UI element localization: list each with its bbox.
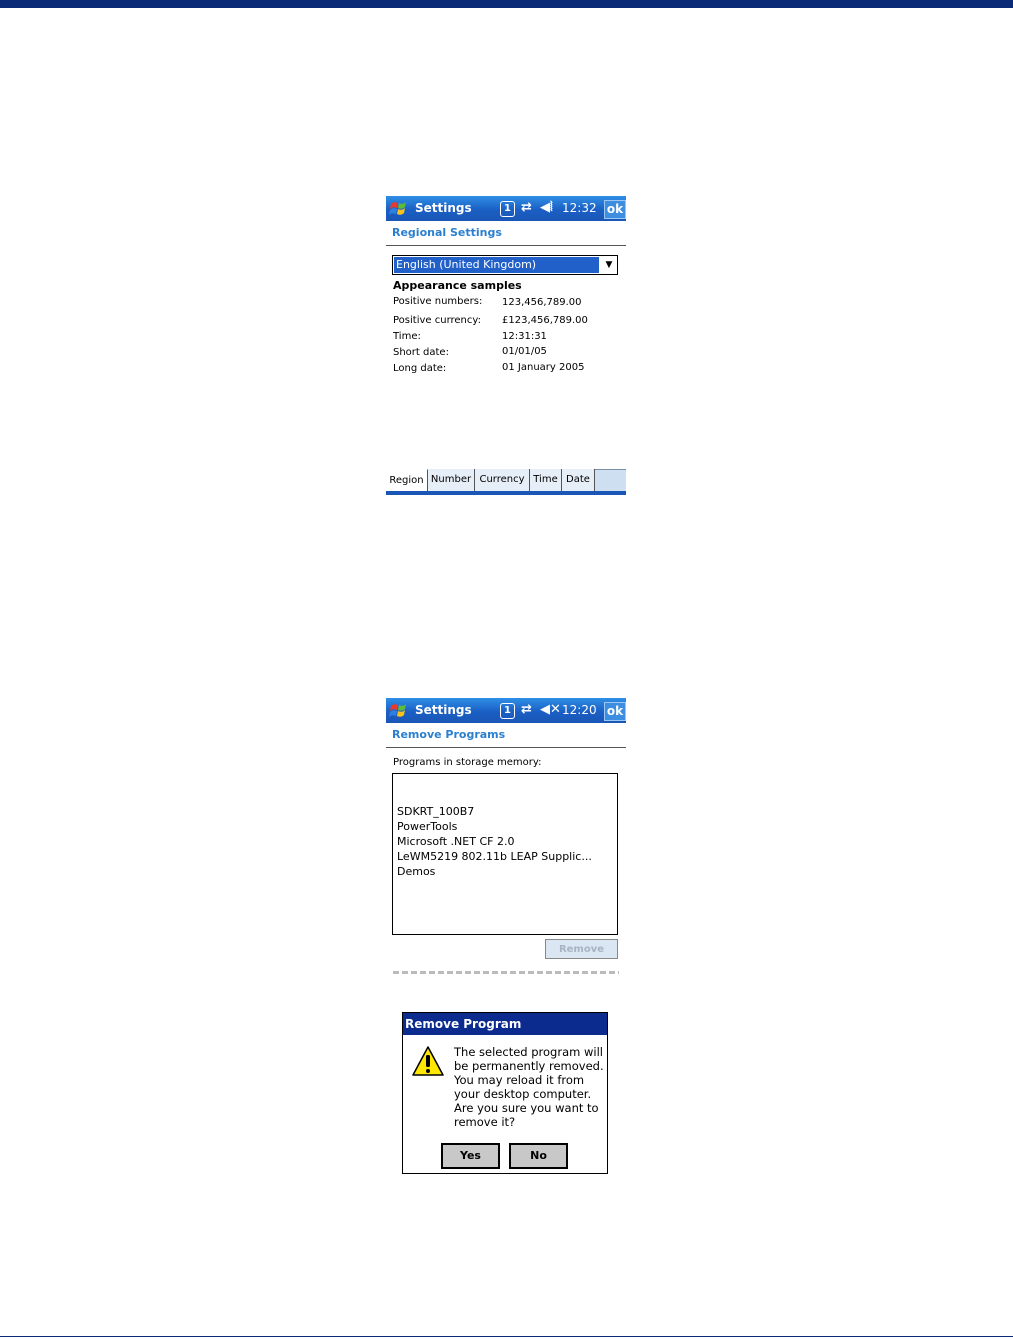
sample-value: 01/01/05 (502, 346, 547, 357)
sample-value: £123,456,789.00 (502, 315, 588, 326)
taskbar-title: Settings (415, 201, 472, 215)
list-item[interactable]: SDKRT_100B7 (397, 805, 475, 818)
no-button[interactable]: No (509, 1143, 568, 1169)
sample-label: Positive currency: (393, 315, 481, 326)
list-item[interactable]: PowerTools (397, 820, 458, 833)
page-footer-rule (0, 1336, 1013, 1337)
dialog-message-line: be permanently removed. (454, 1059, 604, 1073)
remove-button[interactable]: Remove (545, 939, 618, 959)
taskbar-title: Settings (415, 703, 472, 717)
page-header (386, 221, 626, 246)
list-item[interactable]: LeWM5219 802.11b LEAP Supplic... (397, 850, 592, 863)
programs-listbox[interactable] (392, 773, 618, 935)
tab-region[interactable]: Region (386, 469, 428, 491)
sample-value: 123,456,789.00 (502, 297, 582, 308)
windows-start-icon[interactable] (388, 700, 409, 721)
taskbar (386, 698, 626, 723)
region-select[interactable] (392, 255, 618, 275)
dialog-message (454, 1045, 604, 1129)
list-item[interactable]: Demos (397, 865, 436, 878)
tab-bar-edge (386, 491, 626, 495)
speaker-icon[interactable]: ◀⦚ (540, 200, 553, 215)
tab-bar (386, 469, 626, 492)
document-header-bar (0, 0, 1013, 8)
tab-number[interactable]: Number (428, 469, 475, 491)
page-title: Remove Programs (392, 728, 506, 741)
sample-value: 01 January 2005 (502, 362, 585, 373)
sample-value: 12:31:31 (502, 331, 547, 342)
remove-programs-screen (386, 698, 626, 974)
warning-icon (412, 1046, 444, 1076)
connectivity-icon[interactable]: 1 (500, 201, 515, 217)
dialog-title: Remove Program (403, 1013, 607, 1035)
region-select-value: English (United Kingdom) (394, 257, 599, 273)
dialog-message-line: Are you sure you want to (454, 1101, 599, 1115)
sync-arrows-icon[interactable]: ⇄ (521, 702, 532, 717)
page-title: Regional Settings (392, 226, 502, 239)
regional-settings-screen (386, 196, 626, 496)
page-header (386, 723, 626, 748)
memory-status-text (393, 968, 619, 974)
tab-time[interactable]: Time (530, 469, 562, 491)
dialog-message-line: your desktop computer. (454, 1087, 592, 1101)
clock-time[interactable]: 12:32 (562, 201, 597, 215)
windows-start-icon[interactable] (388, 198, 409, 219)
taskbar (386, 196, 626, 221)
tab-currency[interactable]: Currency (475, 469, 530, 491)
chevron-down-icon[interactable]: ▼ (605, 260, 613, 270)
sample-label: Short date: (393, 347, 449, 358)
tab-date[interactable]: Date (562, 469, 595, 491)
sample-label: Positive numbers: (393, 296, 483, 307)
programs-list-label: Programs in storage memory: (393, 757, 542, 768)
list-item[interactable]: Microsoft .NET CF 2.0 (397, 835, 515, 848)
ok-button[interactable]: ok (604, 702, 626, 721)
sample-label: Long date: (393, 363, 447, 374)
dialog-message-line: remove it? (454, 1115, 516, 1129)
connectivity-icon[interactable]: 1 (500, 703, 515, 719)
speaker-muted-icon[interactable]: ◀✕ (540, 702, 561, 717)
section-title: Appearance samples (393, 279, 522, 292)
remove-program-dialog (402, 1012, 608, 1174)
yes-button[interactable]: Yes (441, 1143, 500, 1169)
sync-arrows-icon[interactable]: ⇄ (521, 200, 532, 215)
clock-time[interactable]: 12:20 (562, 703, 597, 717)
dialog-message-line: The selected program will (454, 1045, 603, 1059)
ok-button[interactable]: ok (604, 200, 626, 219)
sample-label: Time: (393, 331, 421, 342)
dialog-message-line: You may reload it from (454, 1073, 585, 1087)
